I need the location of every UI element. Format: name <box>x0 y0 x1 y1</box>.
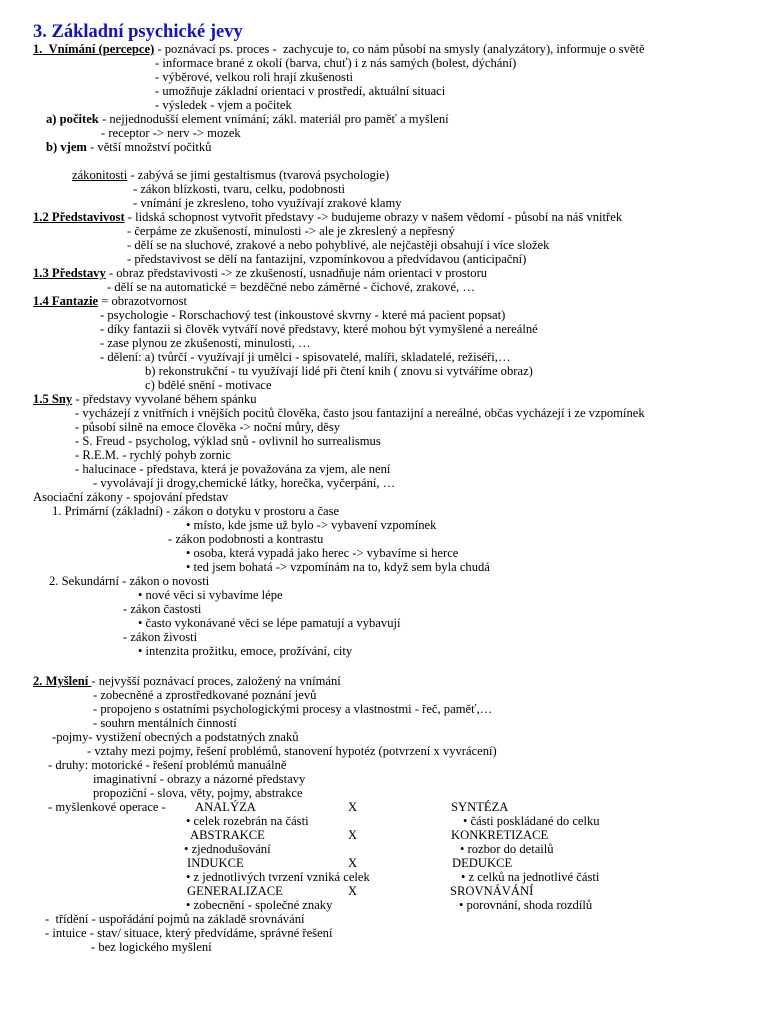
text-segment: - receptor -> nerv -> mozek <box>101 126 241 140</box>
text-segment: - zabývá se jimi gestaltismus (tvarová psychologie) <box>127 168 390 182</box>
text-line <box>187 856 244 870</box>
text-line <box>45 926 332 940</box>
section-heading: a) počitek <box>46 112 99 126</box>
text-segment: - díky fantazii si člověk vytváří nové představy, které mohou být vymyšlené a nereálné <box>100 322 538 336</box>
text-line <box>463 814 600 828</box>
text-segment: X <box>348 800 358 814</box>
text-line <box>33 392 257 406</box>
text-line <box>155 84 445 98</box>
text-segment: 2. Sekundární - zákon o novosti <box>49 574 210 588</box>
text-line <box>75 462 390 476</box>
text-line <box>75 420 340 434</box>
text-segment: - vztahy mezi pojmy, řešení problémů, stanovení hypotéz (potvrzení x vyvrácení) <box>87 744 497 758</box>
text-segment: • rozbor do detailů <box>460 842 554 856</box>
text-segment: • intenzita prožitku, emoce, prožívání, city <box>138 644 353 658</box>
text-line <box>48 758 287 772</box>
text-line <box>127 252 526 266</box>
text-segment: b) rekonstrukční - tu využívají lidé při čtení knih ( znovu si vytváříme obraz) <box>145 364 533 378</box>
text-segment: - zákon častosti <box>123 602 202 616</box>
text-line <box>123 602 201 616</box>
text-line <box>155 56 516 70</box>
text-line <box>33 42 645 56</box>
text-segment: X <box>348 856 358 870</box>
text-line <box>75 448 231 462</box>
text-segment: - lidská schopnost vytvořit představy -> budujeme obrazy v našem vědomí - působí na náš vnitřek <box>124 210 623 224</box>
text-segment: - dělí se na automatické = bezděčné nebo záměrné - čichové, zrakové, … <box>107 280 475 294</box>
text-segment: = obrazotvornost <box>98 294 188 308</box>
text-line <box>184 842 271 856</box>
text-segment: • ted jsem bohatá -> vzpomínám na to, když sem byla chudá <box>186 560 490 574</box>
text-line <box>93 786 303 800</box>
text-segment: - souhrn mentálních činností <box>93 716 237 730</box>
text-segment: • často vykonávané věci se lépe pamatují a vybavují <box>138 616 401 630</box>
text-segment: - obraz představivosti -> ze zkušeností, usnadňuje nám orientaci v prostoru <box>105 266 488 280</box>
text-segment: - zákon podobnosti a kontrastu <box>168 532 324 546</box>
text-segment: - větší množství počitků <box>86 140 212 154</box>
text-segment: GENERALIZACE <box>187 884 283 898</box>
text-line <box>123 630 197 644</box>
text-line <box>46 112 449 126</box>
text-line <box>186 546 458 560</box>
text-segment: DEDUKCE <box>452 856 513 870</box>
text-line <box>75 406 645 420</box>
text-segment: - vnímání je zkresleno, toho využívají zrakové klamy <box>133 196 402 210</box>
text-segment: SROVNÁVÁNÍ <box>450 884 534 898</box>
text-segment: - nejjednodušší element vnímání; zákl. materiál pro paměť a myšlení <box>98 112 449 126</box>
text-segment: c) bdělé snění - motivace <box>145 378 272 392</box>
text-segment: INDUKCE <box>187 856 244 870</box>
text-segment: - zákon blízkosti, tvaru, celku, podobnosti <box>133 182 345 196</box>
text-line <box>186 814 309 828</box>
text-line <box>168 532 323 546</box>
text-segment: - čerpáme ze zkušeností, minulosti -> ale je zkreslený a nepřesný <box>127 224 455 238</box>
text-segment: • z jednotlivých tvrzení vzniká celek <box>186 870 370 884</box>
text-line <box>49 574 209 588</box>
text-line <box>195 800 256 814</box>
text-line <box>100 350 511 364</box>
section-heading: 1.3 Představy <box>33 266 106 280</box>
text-segment: • celek rozebrán na části <box>186 814 309 828</box>
text-line <box>33 210 622 224</box>
text-segment: - umožňuje základní orientaci v prostředí, aktuální situaci <box>155 84 446 98</box>
text-segment: X <box>348 884 358 898</box>
text-line <box>186 898 332 912</box>
section-heading: zákonitosti <box>72 168 128 182</box>
text-line <box>48 800 166 814</box>
text-line <box>93 702 492 716</box>
text-segment: imaginativní - obrazy a názorné představy <box>93 772 306 786</box>
text-segment: -pojmy- vystižení obecných a podstatných znaků <box>52 730 299 744</box>
text-line <box>186 518 436 532</box>
text-line <box>145 378 272 392</box>
text-segment: KONKRETIZACE <box>451 828 549 842</box>
text-segment: - S. Freud - psycholog, výklad snů - ovlivnil ho surrealismus <box>75 434 381 448</box>
text-segment: Asociační zákony - spojování představ <box>33 490 229 504</box>
section-heading: 1.5 Sny <box>33 392 73 406</box>
text-segment: • zobecnění - společné znaky <box>186 898 333 912</box>
text-line <box>348 800 357 814</box>
text-segment: - druhy: motorické - řešení problémů manuálně <box>48 758 287 772</box>
text-line <box>155 70 353 84</box>
text-line <box>187 884 283 898</box>
text-line <box>93 716 237 730</box>
text-line <box>451 828 548 842</box>
text-line <box>75 434 381 448</box>
text-segment: - poznávací ps. proces - zachycuje to, co nám působí na smysly (analyzátory), informuje o světě <box>154 42 645 56</box>
text-segment: - bez logického myšlení <box>91 940 212 954</box>
text-line <box>100 322 538 336</box>
text-segment: ANALÝZA <box>195 800 256 814</box>
text-segment: • porovnání, shoda rozdílů <box>459 898 593 912</box>
text-line <box>52 504 339 518</box>
text-line <box>186 870 370 884</box>
text-segment: - halucinace - představa, která je považována za vjem, ale není <box>75 462 391 476</box>
text-line <box>348 828 357 842</box>
text-line <box>33 294 187 308</box>
text-segment: - dělí se na sluchové, zrakové a nebo pohyblivé, ale nejčastěji obsahují i více složek <box>127 238 550 252</box>
text-line <box>450 884 533 898</box>
text-line <box>107 280 475 294</box>
text-line <box>145 364 533 378</box>
text-line <box>93 688 316 702</box>
text-segment: - výsledek - vjem a počitek <box>155 98 292 112</box>
text-line <box>451 800 508 814</box>
text-line <box>46 140 211 154</box>
text-line <box>127 224 455 238</box>
section-heading: 1.4 Fantazie <box>33 294 99 308</box>
text-segment: - zákon živosti <box>123 630 198 644</box>
text-segment: - působí silně na emoce člověka -> noční můry, děsy <box>75 420 341 434</box>
text-segment: ABSTRAKCE <box>190 828 265 842</box>
text-line <box>190 828 265 842</box>
text-line <box>459 898 592 912</box>
text-segment: • zjednodušování <box>184 842 271 856</box>
text-segment: • osoba, která vypadá jako herec -> vybavíme si herce <box>186 546 459 560</box>
text-line <box>33 674 341 688</box>
text-segment: - vycházejí z vnitřních i vnějších pocitů člověka, často jsou fantazijní a nereálné, občas vycházejí i ze vzpomínek <box>75 406 645 420</box>
text-segment: - výběrové, velkou roli hrají zkušenosti <box>155 70 353 84</box>
text-line <box>91 940 212 954</box>
text-line <box>452 856 512 870</box>
text-line <box>93 772 305 786</box>
section-heading: 2. Myšlení <box>33 674 92 688</box>
text-line <box>138 644 352 658</box>
text-line <box>138 616 401 630</box>
text-segment: • nové věci si vybavíme lépe <box>138 588 283 602</box>
text-line <box>133 196 402 210</box>
text-segment: • z celků na jednotlivé části <box>461 870 600 884</box>
text-line <box>461 870 599 884</box>
text-segment: - vyvolávají ji drogy,chemické látky, horečka, vyčerpání, … <box>93 476 396 490</box>
text-segment: - nejvyšší poznávací proces, založený na vnímání <box>91 674 341 688</box>
text-segment: - propojeno s ostatními psychologickými procesy a vlastnostmi - řeč, paměť,… <box>93 702 493 716</box>
section-heading: 1.2 Představivost <box>33 210 125 224</box>
text-line <box>186 560 490 574</box>
text-segment: - myšlenkové operace - <box>48 800 166 814</box>
text-segment: - představy vyvolané během spánku <box>72 392 257 406</box>
text-line <box>348 884 357 898</box>
text-segment: - informace brané z okolí (barva, chuť) i z nás samých (bolest, dýchání) <box>155 56 517 70</box>
text-segment: - psychologie - Rorschachový test (inkoustové skvrny - které má pacient popsat) <box>100 308 506 322</box>
text-segment: - představivost se dělí na fantazijní, vzpomínkovou a předvídavou (anticipační) <box>127 252 527 266</box>
text-line <box>460 842 554 856</box>
text-segment: propoziční - slova, věty, pojmy, abstrakce <box>93 786 303 800</box>
text-line <box>100 308 505 322</box>
text-segment: SYNTÉZA <box>451 800 509 814</box>
text-segment: • místo, kde jsme už bylo -> vybavení vzpomínek <box>186 518 437 532</box>
text-line <box>45 912 305 926</box>
section-heading: b) vjem <box>46 140 87 154</box>
text-line <box>138 588 283 602</box>
document-title: 3. Základní psychické jevy <box>33 22 243 42</box>
text-line <box>33 266 487 280</box>
text-line <box>52 730 299 744</box>
text-line <box>348 856 357 870</box>
text-line <box>93 476 395 490</box>
text-segment: - intuice - stav/ situace, který předvídáme, správné řešení <box>45 926 333 940</box>
text-line <box>155 98 292 112</box>
text-segment: - třídění - uspořádání pojmů na základě srovnávání <box>45 912 305 926</box>
text-segment: - R.E.M. - rychlý pohyb zornic <box>75 448 231 462</box>
text-line <box>101 126 241 140</box>
text-line <box>127 238 549 252</box>
text-segment: • části poskládané do celku <box>463 814 600 828</box>
section-heading: 1. Vnímání (percepce) <box>33 42 155 56</box>
text-line <box>133 182 345 196</box>
text-line <box>100 336 311 350</box>
text-segment: - dělení: a) tvůrčí - využívají ji umělci - spisovatelé, malíři, skladatelé, režiséři,… <box>100 350 511 364</box>
text-line <box>33 490 228 504</box>
text-segment: - zase plynou ze zkušeností, minulosti, … <box>100 336 311 350</box>
text-line <box>72 168 389 182</box>
text-line <box>87 744 497 758</box>
text-segment: - zobecněné a zprostředkované poznání jevů <box>93 688 317 702</box>
text-segment: X <box>348 828 358 842</box>
text-segment: 1. Primární (základní) - zákon o dotyku v prostoru a čase <box>52 504 340 518</box>
